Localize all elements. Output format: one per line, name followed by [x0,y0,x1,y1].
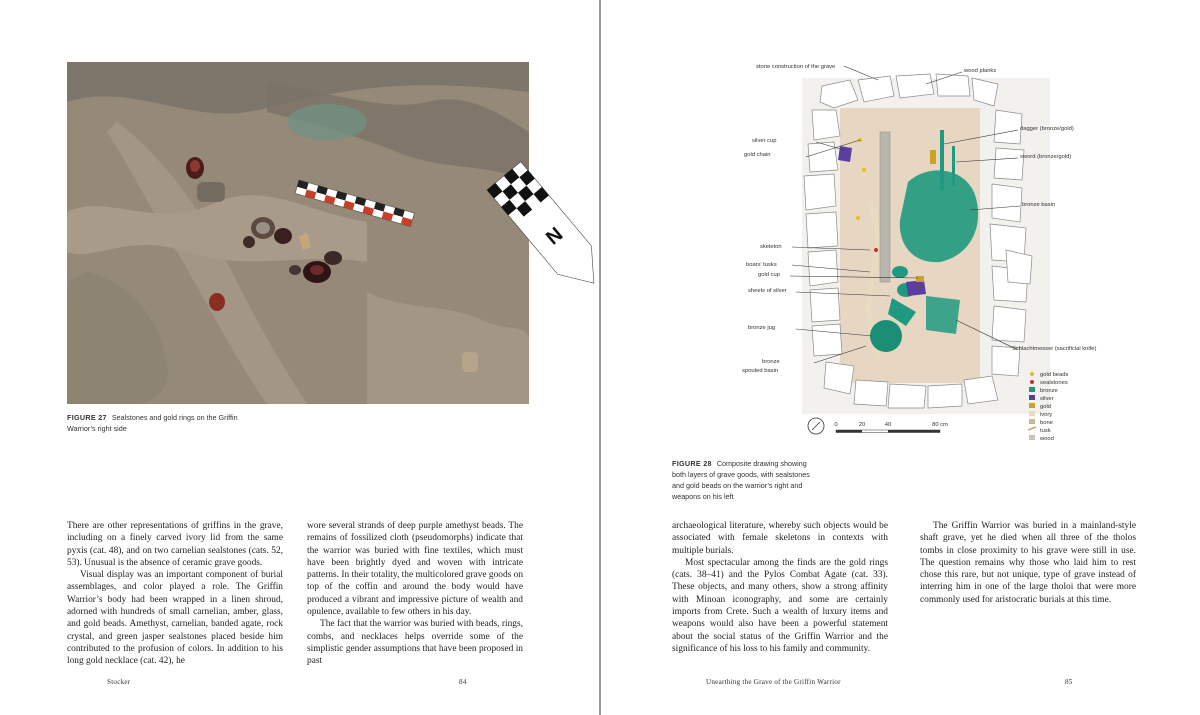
label-boars-tusks: boars’ tusks [746,262,777,268]
legend-label: silver [1040,396,1054,402]
north-arrow-label: N [542,223,568,250]
legend-swatch [1030,380,1034,384]
right-column-1 [672,520,888,655]
legend-label: bronze [1040,388,1058,394]
figure-28-text: Composite drawing showing both layers of grave goods, with sealstones and gold beads on the warrior’s right and weapons on his left [672,459,810,501]
scale-tick: 40 [884,422,892,428]
label-spouted-basin: spouted basin [742,368,779,374]
scale-bar [834,422,948,433]
legend-label: wood [1040,436,1054,442]
scale-tick: 80 cm [932,422,948,428]
paragraph: There are other representations of griffins in the grave, including on a finely carved ivory lid from the same pyxis (cat. 48), and on two carnelian sealstones (cats. 52, 53). Unusual is the absence of ceramic grave goods. [67,521,283,568]
label-sheets-of-silver: sheets of silver [748,288,787,294]
scale-tick: 0 [834,422,838,428]
running-foot: Unearthing the Grave of the Griffin Warrior [706,678,841,686]
label-sword: sword (bronze/gold) [1020,154,1072,160]
label-gold-chain: gold chain [744,152,771,158]
figure-28-label: FIGURE 28 [672,459,712,468]
legend-swatch [1028,427,1036,430]
paragraph: Most spectacular among the finds are the gold rings (cats. 38–41) and the Pylos Combat Agate (cat. 33). These objects, and many others, show a strong affinity with Minoan iconography, and some are certainly imports from Crete. Such a wealth of luxury items and weapons would also have been a powerful statement about the social status of the Griffin Warrior and the significance of his loss to his family and community. [672,557,888,654]
left-column-2 [307,520,523,668]
left-page [0,0,599,715]
label-bronze: bronze [762,359,780,365]
legend-label: gold [1040,404,1051,410]
label-bronze-jug: bronze jug [748,325,776,331]
figure-27-text: Sealstones and gold rings on the Griffin Warrior’s right side [67,413,238,433]
label-skeleton: skeleton [760,244,782,250]
legend-label: gold beads [1040,372,1069,378]
legend-swatch [1029,419,1035,424]
legend-swatch [1029,435,1035,440]
legend-label: sealstones [1040,380,1068,386]
legend-swatch [1030,372,1034,376]
page-number: 84 [459,678,467,686]
compass-icon [808,418,824,434]
grave-diagram [730,50,1150,450]
paragraph: Visual display was an important component of burial assemblages, and color played a role. The Griffin Warrior’s body had been wrapped in a linen shroud, adorned with hundreds of small carnelian, amber, glass, and gold beads. Amethyst, carnelian, banded agate, rock crystal, and green jasper sealstones placed beside him contributed to the profusion of colors. In addition to his long gold necklace (cat. 42), he [67,570,283,667]
right-column-2 [920,520,1136,606]
figure-27-label: FIGURE 27 [67,413,107,422]
label-wood-planks: wood planks [964,68,997,74]
legend-swatch [1029,387,1035,392]
legend-swatch [1029,403,1035,408]
paragraph: The fact that the warrior was buried with beads, rings, combs, and necklaces helps override some of the simplistic gender assumptions that have been proposed in past [307,619,523,667]
excavation-photo [67,62,568,404]
label-silver-cup: silver cup [752,138,777,144]
left-column-1 [67,520,283,668]
legend-label: tusk [1040,428,1051,434]
label-bronze-basin: bronze basin [1022,202,1056,208]
label-dagger: dagger (bronze/gold) [1020,126,1074,132]
paragraph: archaeological literature, whereby such objects would be associated with female skeletons in contexts with multiple burials. [672,521,888,556]
paragraph: wore several strands of deep purple amethyst beads. The remains of fossilized cloth (pseudomorphs) indicate that the warrior was buried with fine textiles, which must have been brightly dyed and woven with intricate patterns. In their totality, the multicolored grave goods on top of the coffin and around the body would have produced a vibrant and impressive picture of wealth and opulence, available to few others in his day. [307,521,524,618]
label-schlachtmesser: Schlachtmesser (sacrificial knife) [1012,346,1097,352]
figure-28-caption [672,458,818,502]
figure-27-caption [67,412,247,434]
paragraph: The Griffin Warrior was buried in a mainland-style shaft grave, yet he died when all three of the tholos tombs in close proximity to his grave were still in use. The question remains why those who laid him to rest chose this rare, but not unique, type of grave instead of interring him in one of the large tholoi that were more commonly used for aristocratic burials at this time. [920,521,1136,605]
label-gold-cup: gold cup [758,272,780,278]
legend-swatch [1029,395,1035,400]
running-foot: Stocker [107,678,131,686]
legend-label: bone [1040,420,1053,426]
scale-tick: 20 [858,422,866,428]
legend-swatch [1029,411,1035,416]
page-number: 85 [1065,678,1073,686]
legend-label: ivory [1040,412,1053,418]
label-stone-construction: stone construction of the grave [756,64,836,70]
